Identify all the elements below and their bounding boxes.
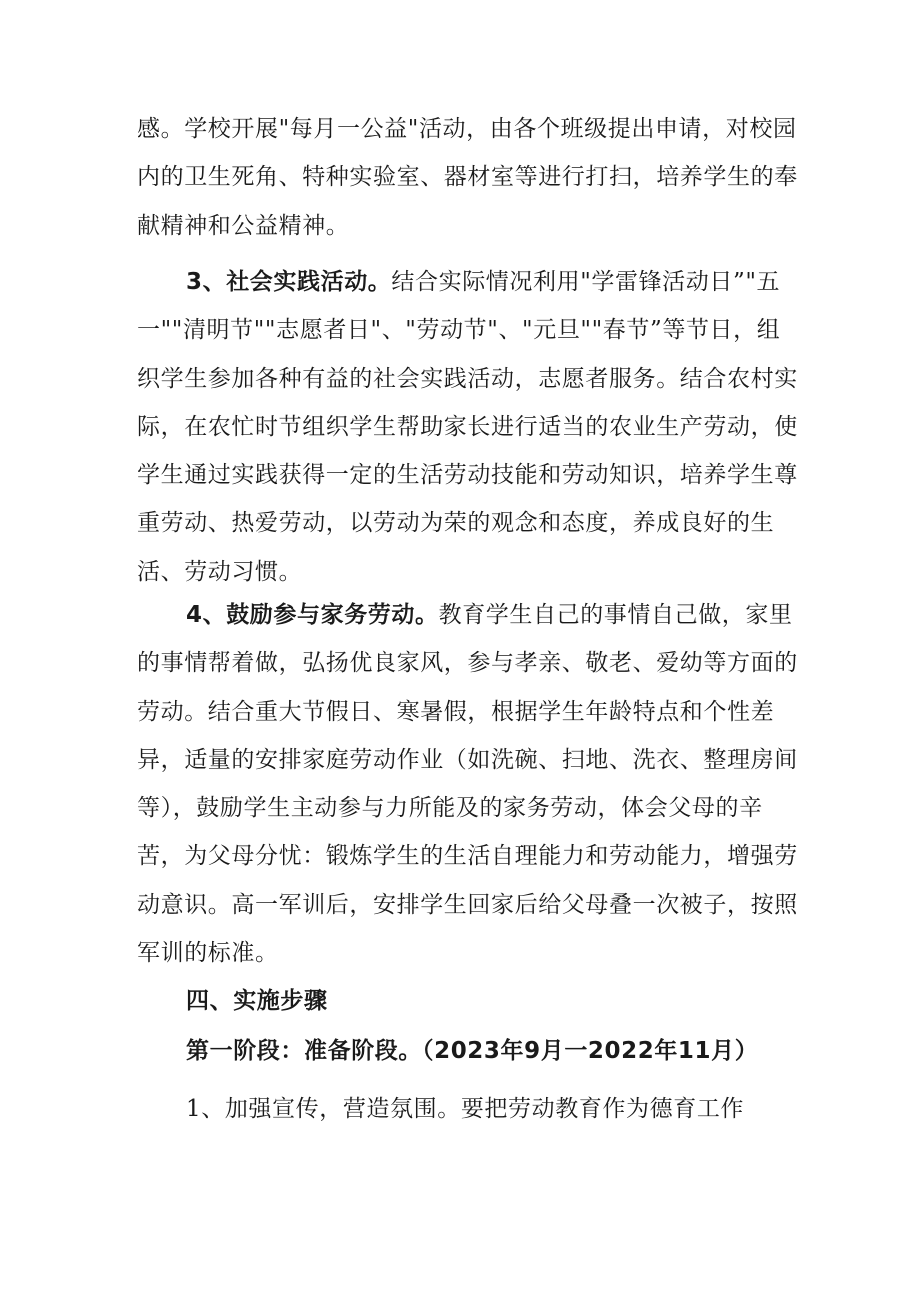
paragraph-text: 1、加强宣传，营造氛围。要把劳动教育作为德育工作 xyxy=(186,1096,745,1122)
paragraph-housework xyxy=(137,591,799,977)
stage-heading: 第一阶段：准备阶段。（2023年9月一2022年11月） xyxy=(186,1038,759,1064)
paragraph-public-welfare xyxy=(137,105,799,250)
paragraph-text: 教育学生自己的事情自己做，家里的事情帮着做，弘扬优良家风，参与孝亲、敬老、爱幼等方面的劳动。结合重大节假日、寒暑假，根据学生年龄特点和个性差异，适量的安排家庭劳动作业（如洗碗、扫地、洗衣、整理房间等），鼓励学生主动参与力所能及的家务劳动，体会父母的辛苦，为父母分忧：锻炼学生的生活自理能力和劳动能力，增强劳动意识。高一军训后，安排学生回家后给父母叠一次被子，按照军训的标准。 xyxy=(137,602,798,967)
paragraph-publicity xyxy=(137,1085,799,1133)
paragraph-social-practice xyxy=(137,258,799,596)
section-heading: 四、实施步骤 xyxy=(186,988,328,1014)
paragraph-text: 结合实际情况利用"学雷锋活动日”"五一""清明节""志愿者日"、"劳动节"、"元旦""春节”等节日，组织学生参加各种有益的社会实践活动，志愿者服务。结合农村实际，在农忙时节组织学生帮助家长进行适当的农业生产劳动，使学生通过实践获得一定的生活劳动技能和劳动知识，培养学生尊重劳动、热爱劳动，以劳动为荣的观念和态度，养成良好的生活、劳动习惯。 xyxy=(137,269,798,585)
paragraph-title: 3、社会实践活动。 xyxy=(186,269,392,295)
paragraph-text: 感。学校开展"每月一公益"活动，由各个班级提出申请，对校园内的卫生死角、特种实验室、器材室等进行打扫，培养学生的奉献精神和公益精神。 xyxy=(137,116,798,239)
paragraph-title: 4、鼓励参与家务劳动。 xyxy=(186,602,439,628)
